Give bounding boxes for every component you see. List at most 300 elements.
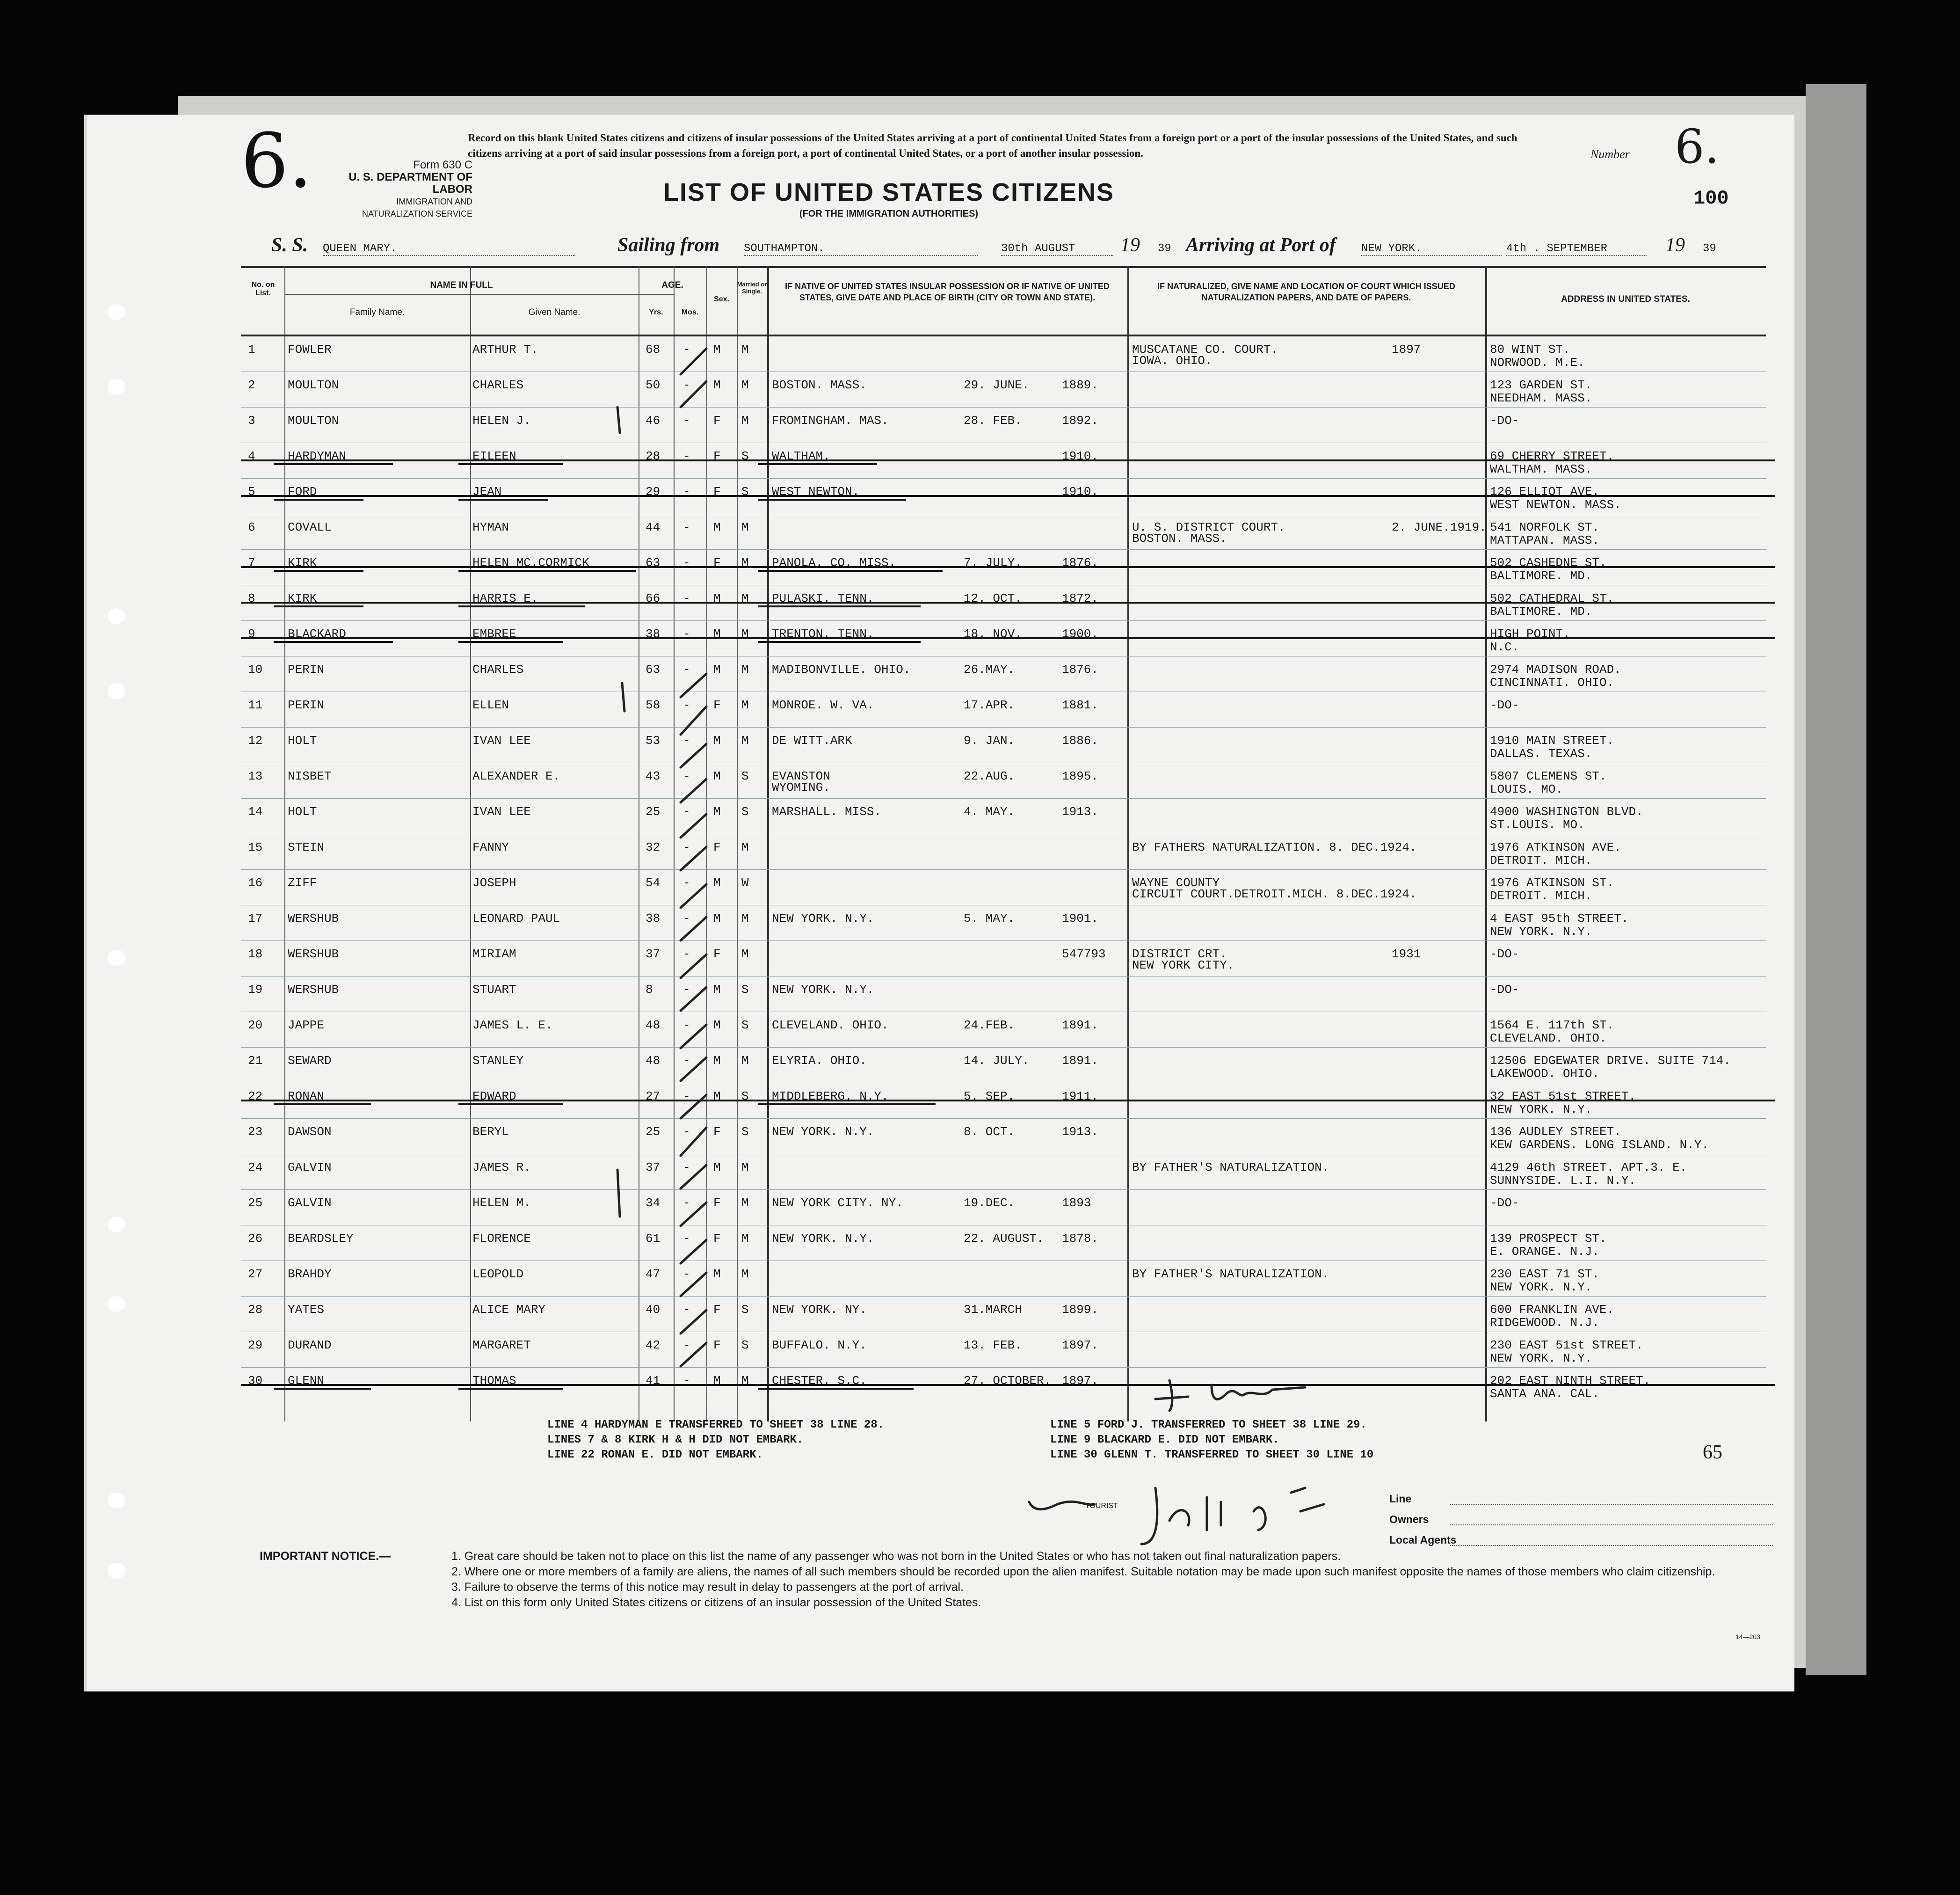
address-line-1: 1910 MAIN STREET. — [1490, 734, 1614, 748]
owners-field: Owners — [1389, 1513, 1773, 1534]
address-line-1: 12506 EDGEWATER DRIVE. SUITE 714. — [1490, 1054, 1731, 1068]
age-months: - — [683, 627, 690, 641]
family-name: MOULTON — [288, 378, 339, 392]
sex: M — [713, 627, 721, 641]
address-line-2: NEW YORK. N.Y. — [1490, 1351, 1592, 1365]
given-name: HELEN M. — [472, 1196, 531, 1210]
given-name: HELEN J. — [472, 414, 531, 428]
pencil-tick — [622, 683, 624, 711]
col-married: Married or Single. — [737, 281, 767, 295]
check-mark — [681, 1203, 706, 1226]
given-name: MIRIAM — [472, 947, 516, 961]
birth-place: MONROE. W. VA. — [772, 698, 874, 712]
row-number: 19 — [248, 983, 263, 997]
given-name: BERYL — [472, 1125, 509, 1139]
marital-status: M — [741, 556, 749, 570]
birth-place: EVANSTON — [772, 769, 830, 783]
birth-year: 1889. — [1062, 378, 1099, 392]
family-name: FOWLER — [288, 343, 332, 357]
marital-status: M — [741, 1160, 749, 1174]
naturalization-court: BY FATHERS NATURALIZATION. 8. DEC.1924. — [1132, 840, 1417, 854]
footnote: LINE 5 FORD J. TRANSFERRED TO SHEET 38 LINE 29. — [1050, 1419, 1367, 1431]
age-months: - — [683, 1160, 690, 1174]
address-line-2: NEW YORK. N.Y. — [1490, 1102, 1592, 1116]
row-number: 23 — [248, 1125, 263, 1139]
naturalization-court-line-2: CIRCUIT COURT.DETROIT.MICH. 8.DEC.1924. — [1132, 887, 1417, 901]
birth-place: MARSHALL. MISS. — [772, 805, 882, 819]
birth-date: 24.FEB. — [964, 1018, 1015, 1032]
row-number: 24 — [248, 1160, 263, 1174]
sex: F — [713, 485, 721, 499]
family-name: WERSHUB — [288, 911, 339, 926]
naturalization-court: U. S. DISTRICT COURT. — [1132, 520, 1285, 534]
birth-year: 1911. — [1062, 1089, 1099, 1103]
given-name: ALICE MARY — [472, 1303, 546, 1317]
sex: F — [713, 414, 721, 428]
row-number: 25 — [248, 1196, 263, 1210]
birth-place: MIDDLEBERG. N.Y. — [772, 1089, 889, 1103]
birth-year: 1876. — [1062, 663, 1099, 677]
birth-year: 1899. — [1062, 1303, 1099, 1317]
col-yrs: Yrs. — [649, 308, 663, 316]
birth-place: FROMINGHAM. MAS. — [772, 414, 889, 428]
marital-status: M — [741, 1267, 749, 1281]
naturalization-court: DISTRICT CRT. — [1132, 947, 1227, 961]
age-months: - — [683, 947, 690, 961]
sex: M — [713, 1089, 721, 1103]
family-name: WERSHUB — [288, 947, 339, 961]
naturalization-court-line-2: NEW YORK CITY. — [1132, 958, 1234, 972]
family-name: KIRK — [288, 556, 317, 570]
row-number: 11 — [248, 698, 263, 712]
birth-date: 28. FEB. — [964, 414, 1022, 428]
sailing-year-prefix: 19 — [1120, 234, 1140, 256]
birth-place: NEW YORK. N.Y. — [772, 1125, 874, 1139]
age-years: 25 — [646, 805, 661, 819]
naturalization-court: WAYNE COUNTY — [1132, 876, 1220, 890]
row-number: 22 — [248, 1089, 263, 1103]
birth-date: 17.APR. — [964, 698, 1015, 712]
check-mark — [681, 847, 706, 870]
marital-status: M — [741, 911, 749, 926]
age-years: 38 — [646, 627, 661, 641]
birth-place: WALTHAM. — [772, 449, 830, 463]
birth-year: 1913. — [1062, 805, 1099, 819]
birth-place: TRENTON. TENN. — [772, 627, 874, 641]
check-mark — [681, 1057, 706, 1081]
given-name: JOSEPH — [472, 876, 516, 890]
sex: F — [713, 556, 721, 570]
address-line-2: NEW YORK. N.Y. — [1490, 925, 1592, 939]
sex: M — [713, 1160, 721, 1174]
marital-status: M — [741, 378, 749, 392]
check-mark — [681, 674, 706, 697]
given-name: JEAN — [472, 485, 502, 499]
address-line-1: 2974 MADISON ROAD. — [1490, 663, 1621, 677]
row-number: 28 — [248, 1303, 263, 1317]
age-months: - — [683, 556, 690, 570]
check-mark — [681, 381, 706, 407]
ship-name: QUEEN MARY. — [323, 242, 575, 256]
age-months: - — [683, 1232, 690, 1246]
sex: M — [713, 343, 721, 357]
birth-year: 1891. — [1062, 1018, 1099, 1032]
age-months: - — [683, 663, 690, 677]
naturalization-court: BY FATHER'S NATURALIZATION. — [1132, 1160, 1329, 1174]
birth-date: 19.DEC. — [964, 1196, 1015, 1210]
sailing-label: Sailing from — [617, 234, 720, 256]
age-years: 61 — [646, 1232, 661, 1246]
form-code: 14—203 — [1735, 1633, 1760, 1640]
row-number: 15 — [248, 840, 263, 854]
age-months: - — [683, 805, 690, 819]
birth-place: CLEVELAND. OHIO. — [772, 1018, 889, 1032]
sailing-year: 39 — [1158, 242, 1171, 255]
address-line-1: 5807 CLEMENS ST. — [1490, 769, 1607, 783]
row-number: 8 — [248, 591, 255, 605]
address-line-1: -DO- — [1490, 1196, 1519, 1210]
col-given: Given Name. — [528, 307, 581, 317]
birth-place: NEW YORK. N.Y. — [772, 911, 874, 926]
family-name: HOLT — [288, 805, 317, 819]
address-line-1: -DO- — [1490, 947, 1519, 961]
address-line-2: WEST NEWTON. MASS. — [1490, 498, 1621, 512]
birth-place: NEW YORK CITY. NY. — [772, 1196, 903, 1210]
address-line-2: BALTIMORE. MD. — [1490, 569, 1592, 583]
age-years: 41 — [646, 1374, 661, 1388]
row-number: 13 — [248, 769, 263, 783]
address-line-2: LOUIS. MO. — [1490, 782, 1563, 796]
page-stamp: 100 — [1693, 187, 1729, 210]
age-months: - — [683, 1267, 690, 1281]
arrival-date: 4th . SEPTEMBER — [1506, 242, 1647, 256]
sex: M — [713, 1374, 721, 1388]
address-line-2: MATTAPAN. MASS. — [1490, 533, 1600, 547]
handwritten-date — [1141, 1488, 1324, 1544]
birth-year: 1900. — [1062, 627, 1099, 641]
address-line-2: BALTIMORE. MD. — [1490, 605, 1592, 619]
marital-status: M — [741, 591, 749, 605]
address-line-2: KEW GARDENS. LONG ISLAND. N.Y. — [1490, 1138, 1709, 1152]
marital-status: S — [741, 1018, 749, 1032]
birth-year: 1895. — [1062, 769, 1099, 783]
birth-place: WEST NEWTON. — [772, 485, 860, 499]
birth-place-line-2: WYOMING. — [772, 780, 830, 794]
birth-date: 14. JULY. — [964, 1054, 1030, 1068]
row-number: 5 — [248, 485, 255, 499]
col-naturalized: IF NATURALIZED, GIVE NAME AND LOCATION OF COURT WHICH ISSUED NATURALIZATION PAPERS, AND DATE OF PAPERS. — [1157, 282, 1455, 302]
birth-place: NEW YORK. N.Y. — [772, 1232, 874, 1246]
age-years: 58 — [646, 698, 661, 712]
birth-date: 13. FEB. — [964, 1338, 1022, 1352]
page-title: LIST OF UNITED STATES CITIZENS — [663, 178, 1114, 206]
check-mark — [681, 1343, 706, 1366]
row-number: 30 — [248, 1374, 263, 1388]
number-label: Number — [1590, 147, 1630, 161]
address-line-1: 1564 E. 117th ST. — [1490, 1018, 1614, 1032]
age-months: - — [683, 1018, 690, 1032]
given-name: MARGARET — [472, 1338, 531, 1352]
birth-date: 22. AUGUST. — [964, 1232, 1044, 1246]
address-line-1: 69 CHERRY STREET. — [1490, 449, 1614, 463]
birth-date: 7. JULY. — [964, 556, 1022, 570]
col-address: ADDRESS IN UNITED STATES. — [1561, 294, 1690, 304]
address-line-1: 202 EAST NINTH STREET. — [1490, 1374, 1651, 1388]
marital-status: M — [741, 414, 749, 428]
check-mark — [681, 1025, 706, 1048]
address-line-1: 1976 ATKINSON AVE. — [1490, 840, 1621, 854]
address-line-1: 502 CATHEDRAL ST. — [1490, 591, 1614, 605]
family-name: KIRK — [288, 591, 317, 605]
sex: M — [713, 1267, 721, 1281]
age-months: - — [683, 1374, 690, 1388]
row-number: 27 — [248, 1267, 263, 1281]
check-mark — [681, 1128, 706, 1156]
marital-status: M — [741, 734, 749, 748]
birth-date: 27. OCTOBER. — [964, 1374, 1052, 1388]
birth-place: BOSTON. MASS. — [772, 378, 867, 392]
marital-status: S — [741, 769, 749, 783]
given-name: JAMES R. — [472, 1160, 531, 1174]
arrival-port: NEW YORK. — [1361, 242, 1502, 256]
age-years: 68 — [646, 343, 661, 357]
notice-item: 4. List on this form only United States citizens or citizens of an insular possession of the United States. — [451, 1596, 981, 1609]
birth-date: 26.MAY. — [964, 663, 1015, 677]
address-line-1: 80 WINT ST. — [1490, 343, 1570, 357]
signature-fields — [1389, 1493, 1773, 1554]
check-mark — [681, 779, 706, 802]
handwritten-signature — [1029, 1501, 1095, 1509]
address-line-1: 1976 ATKINSON ST. — [1490, 876, 1614, 890]
family-name: BEARDSLEY — [288, 1232, 354, 1246]
address-line-2: NEEDHAM. MASS. — [1490, 391, 1592, 405]
age-years: 66 — [646, 591, 661, 605]
address-line-1: -DO- — [1490, 698, 1519, 712]
birth-year: 1893 — [1062, 1196, 1091, 1210]
row-number: 21 — [248, 1054, 263, 1068]
family-name: STEIN — [288, 840, 325, 854]
address-line-2: DALLAS. TEXAS. — [1490, 747, 1592, 761]
arrival-year: 39 — [1703, 242, 1716, 255]
address-line-1: 32 EAST 51st STREET. — [1490, 1089, 1636, 1103]
check-mark — [681, 917, 706, 940]
birth-year: 1872. — [1062, 591, 1099, 605]
sex: F — [713, 1196, 721, 1210]
birth-year: 1910. — [1062, 449, 1099, 463]
row-number: 17 — [248, 911, 263, 926]
family-name: HOLT — [288, 734, 317, 748]
family-name: PERIN — [288, 698, 325, 712]
age-months: - — [683, 1196, 690, 1210]
age-months: - — [683, 591, 690, 605]
birth-place: PULASKI. TENN. — [772, 591, 874, 605]
sailing-date: 30th AUGUST — [1001, 242, 1113, 256]
age-months: - — [683, 520, 690, 534]
age-years: 42 — [646, 1338, 661, 1352]
given-name: EILEEN — [472, 449, 516, 463]
birth-place: BUFFALO. N.Y. — [772, 1338, 867, 1352]
age-months: - — [683, 485, 690, 499]
row-number: 29 — [248, 1338, 263, 1352]
birth-date: 29. JUNE. — [964, 378, 1030, 392]
sex: M — [713, 663, 721, 677]
birth-year: 1881. — [1062, 698, 1099, 712]
address-line-1: -DO- — [1490, 414, 1519, 428]
family-name: MOULTON — [288, 414, 339, 428]
age-months: - — [683, 378, 690, 392]
family-name: GLENN — [288, 1374, 325, 1388]
naturalization-court: MUSCATANE CO. COURT. — [1132, 343, 1278, 357]
given-name: JAMES L. E. — [472, 1018, 553, 1032]
age-months: - — [683, 1125, 690, 1139]
sex: F — [713, 1338, 721, 1352]
row-number: 4 — [248, 449, 255, 463]
sex: M — [713, 378, 721, 392]
naturalization-date: 1931 — [1392, 947, 1421, 961]
marital-status: M — [741, 627, 749, 641]
sex: M — [713, 520, 721, 534]
birth-year: 1897. — [1062, 1374, 1099, 1388]
given-name: LEONARD PAUL — [472, 911, 560, 926]
given-name: IVAN LEE — [472, 805, 531, 819]
address-line-2: LAKEWOOD. OHIO. — [1490, 1067, 1600, 1081]
age-months: - — [683, 876, 690, 890]
address-line-2: WALTHAM. MASS. — [1490, 462, 1592, 476]
row-number: 12 — [248, 734, 263, 748]
family-name: WERSHUB — [288, 983, 339, 997]
sex: F — [713, 1232, 721, 1246]
notice-lead: IMPORTANT NOTICE.— — [260, 1550, 391, 1563]
row-number: 20 — [248, 1018, 263, 1032]
naturalization-court: BY FATHER'S NATURALIZATION. — [1132, 1267, 1329, 1281]
family-name: PERIN — [288, 663, 325, 677]
family-name: NISBET — [288, 769, 332, 783]
birth-year: 1891. — [1062, 1054, 1099, 1068]
birth-place: MADIBONVILLE. OHIO. — [772, 663, 911, 677]
family-name: HARDYMAN — [288, 449, 346, 463]
address-line-1: 126 ELLIOT AVE. — [1490, 485, 1600, 499]
marital-status: S — [741, 983, 749, 997]
age-months: - — [683, 343, 690, 357]
page-number: 65 — [1703, 1442, 1722, 1463]
address-line-2: SANTA ANA. CAL. — [1490, 1387, 1600, 1401]
address-line-1: 4129 46th STREET. APT.3. E. — [1490, 1160, 1687, 1174]
age-years: 34 — [646, 1196, 661, 1210]
marital-status: M — [741, 1196, 749, 1210]
check-mark — [681, 884, 706, 908]
row-number: 1 — [248, 343, 255, 357]
important-notice — [260, 1549, 1775, 1611]
sex: M — [713, 769, 721, 783]
address-line-2: DETROIT. MICH. — [1490, 889, 1592, 903]
birth-date: 9. JAN. — [964, 734, 1015, 748]
given-name: HARRIS E. — [472, 591, 538, 605]
address-line-1: HIGH POINT. — [1490, 627, 1570, 641]
pencil-tick — [617, 407, 620, 433]
given-name: ARTHUR T. — [472, 343, 538, 357]
age-months: - — [683, 983, 690, 997]
notice-item: 1. Great care should be taken not to place on this list the name of any passenger who was not born in the United States or who has not taken out final naturalization papers. — [451, 1550, 1341, 1563]
birth-place: NEW YORK. N.Y. — [772, 983, 874, 997]
birth-year: 1878. — [1062, 1232, 1099, 1246]
check-mark — [681, 987, 706, 1011]
address-line-2: NEW YORK. N.Y. — [1490, 1280, 1592, 1294]
age-years: 32 — [646, 840, 661, 854]
family-name: SEWARD — [288, 1054, 332, 1068]
address-line-1: 4 EAST 95th STREET. — [1490, 911, 1629, 926]
row-number: 7 — [248, 556, 255, 570]
age-years: 48 — [646, 1054, 661, 1068]
address-line-1: 139 PROSPECT ST. — [1490, 1232, 1607, 1246]
age-years: 27 — [646, 1089, 661, 1103]
instructions-text: Record on this blank United States citizens and citizens of insular possessions of the United States arriving at a port of continental United States from a foreign port or a port of the insular possessions of the United States, and such citizens arriving at a port of said insular possessions from a foreign port, a port of continental United States, or a port of another insular possession. — [468, 132, 1517, 159]
given-name: CHARLES — [472, 378, 524, 392]
age-years: 63 — [646, 663, 661, 677]
sex: F — [713, 449, 721, 463]
address-line-2: N.C. — [1490, 640, 1519, 654]
given-name: EMBREE — [472, 627, 516, 641]
age-years: 43 — [646, 769, 661, 783]
address-line-1: 541 NORFOLK ST. — [1490, 520, 1600, 534]
sex: F — [713, 1125, 721, 1139]
family-name: BRAHDY — [288, 1267, 332, 1281]
col-mos: Mos. — [681, 308, 699, 316]
arriving-label: Arriving at Port of — [1186, 234, 1336, 256]
given-name: STANLEY — [472, 1054, 524, 1068]
form-number: Form 630 C — [413, 159, 472, 171]
age-months: - — [683, 734, 690, 748]
sex: M — [713, 734, 721, 748]
address-line-1: 230 EAST 51st STREET. — [1490, 1338, 1643, 1352]
birth-place: PANOLA. CO. MISS. — [772, 556, 896, 570]
given-name: THOMAS — [472, 1374, 516, 1388]
age-years: 29 — [646, 485, 661, 499]
age-years: 28 — [646, 449, 661, 463]
naturalization-court-line-2: IOWA. OHIO. — [1132, 354, 1212, 368]
age-years: 38 — [646, 911, 661, 926]
naturalization-date: 1897 — [1392, 343, 1421, 357]
row-number: 9 — [248, 627, 255, 641]
age-years: 40 — [646, 1303, 661, 1317]
given-name: LEOPOLD — [472, 1267, 524, 1281]
sex: F — [713, 840, 721, 854]
address-line-2: E. ORANGE. N.J. — [1490, 1245, 1600, 1259]
age-years: 46 — [646, 414, 661, 428]
given-name: ALEXANDER E. — [472, 769, 560, 783]
footnote: LINE 30 GLENN T. TRANSFERRED TO SHEET 30 LINE 10 — [1050, 1449, 1374, 1461]
age-months: - — [683, 1338, 690, 1352]
row-number: 6 — [248, 520, 255, 534]
sex: F — [713, 698, 721, 712]
given-name: STUART — [472, 983, 516, 997]
age-months: - — [683, 414, 690, 428]
marital-status: M — [741, 1054, 749, 1068]
given-name: FLORENCE — [472, 1232, 531, 1246]
number-value: 6. — [1675, 119, 1720, 174]
family-name: COVALL — [288, 520, 332, 534]
check-mark — [681, 349, 706, 374]
ss-label: S. S. — [271, 234, 308, 256]
row-number: 14 — [248, 805, 263, 819]
family-name: BLACKARD — [288, 627, 346, 641]
age-years: 37 — [646, 1160, 661, 1174]
address-line-2: ST.LOUIS. MO. — [1490, 818, 1585, 832]
birth-date: 18. NOV. — [964, 627, 1022, 641]
given-name: FANNY — [472, 840, 509, 854]
birth-place: NEW YORK. NY. — [772, 1303, 867, 1317]
row-number: 18 — [248, 947, 263, 961]
sex: M — [713, 591, 721, 605]
